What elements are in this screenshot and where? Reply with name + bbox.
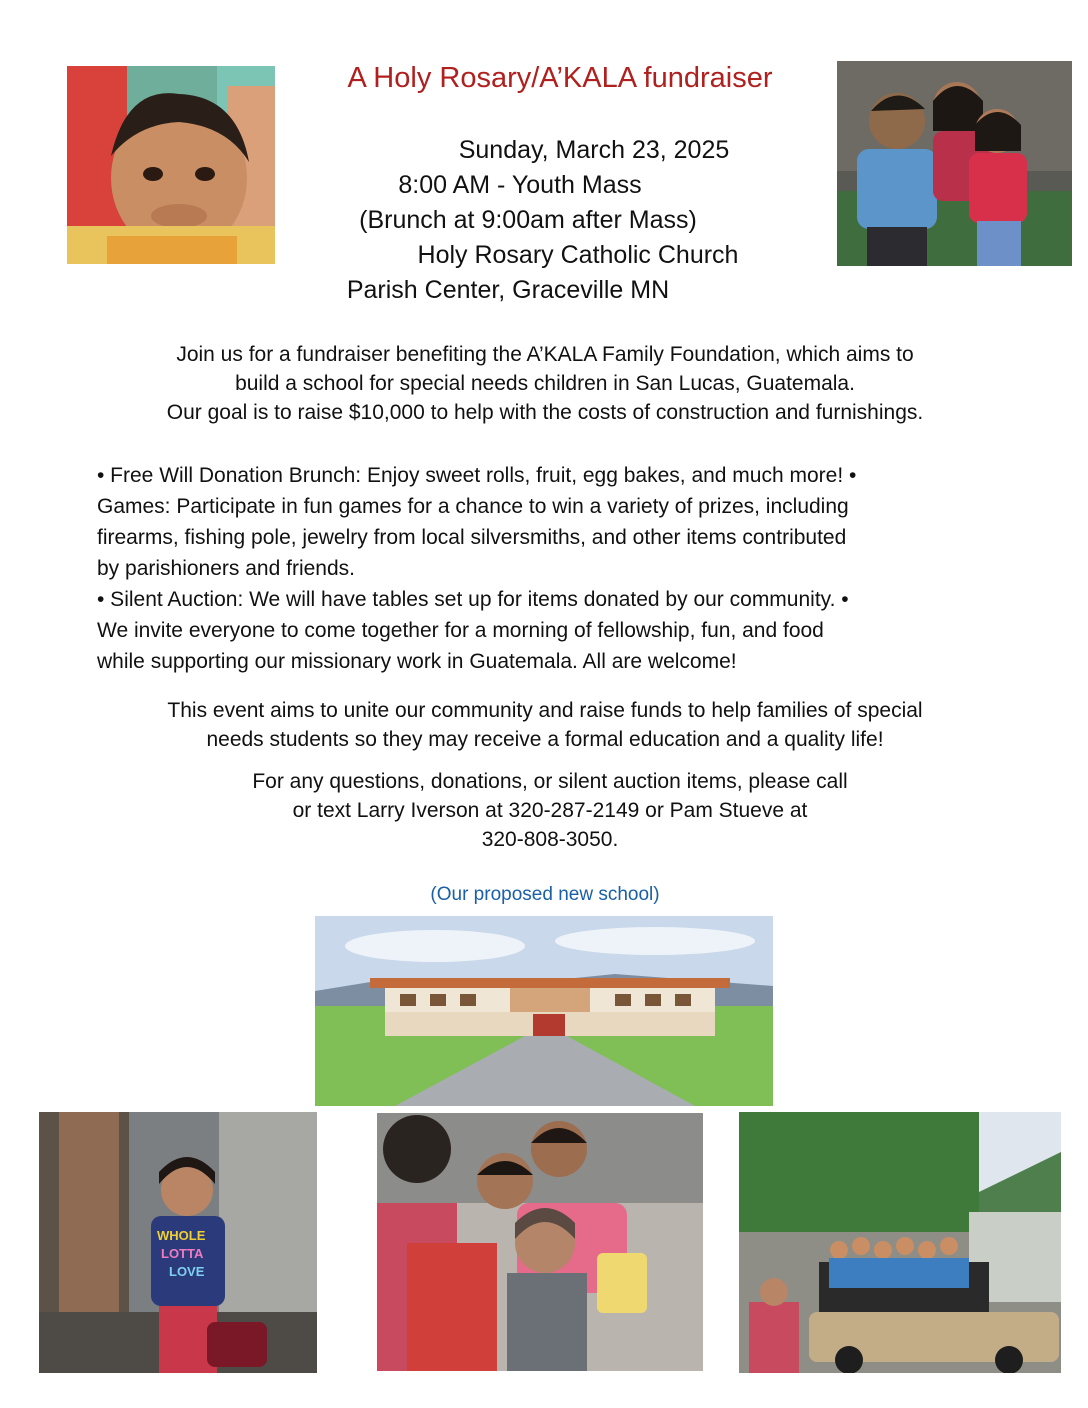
photo-girl — [39, 1112, 317, 1373]
mission-paragraph — [90, 696, 1000, 754]
contact-line: 320-808-3050. — [481, 828, 619, 851]
shirt-text-line: LOVE — [169, 1264, 205, 1279]
photo-children — [377, 1113, 703, 1371]
activity-line: • Free Will Donation Brunch: Enjoy sweet rolls, fruit, egg bakes, and much more! • — [97, 464, 857, 487]
mission-line: This event aims to unite our community and raise funds to help families of special — [167, 699, 923, 722]
school-caption: (Our proposed new school) — [430, 884, 660, 905]
activity-line: firearms, fishing pole, jewelry from local silversmiths, and other items contributed — [97, 526, 847, 549]
photo-family — [837, 61, 1072, 266]
activity-line: while supporting our missionary work in Guatemala. All are welcome! — [97, 650, 737, 673]
intro-line: Our goal is to raise $10,000 to help with the costs of construction and furnishings. — [166, 401, 924, 424]
page-title: A Holy Rosary/A’KALA fundraiser — [347, 62, 773, 94]
event-mass-time: 8:00 AM - Youth Mass — [398, 171, 642, 199]
shirt-text-line: LOTTA — [161, 1246, 204, 1261]
activity-line: • Silent Auction: We will have tables set up for items donated by our community. • — [97, 588, 849, 611]
activity-line: Games: Participate in fun games for a chance to win a variety of prizes, including — [97, 495, 849, 518]
intro-line: build a school for special needs children in San Lucas, Guatemala. — [235, 372, 855, 395]
activity-line: by parishioners and friends. — [97, 557, 355, 580]
intro-paragraph — [90, 340, 1000, 427]
event-brunch-time: (Brunch at 9:00am after Mass) — [359, 206, 697, 234]
photo-truck-children — [739, 1112, 1061, 1373]
photo-proposed-school — [315, 916, 773, 1106]
contact-line: For any questions, donations, or silent auction items, please call — [252, 770, 848, 793]
event-date: Sunday, March 23, 2025 — [458, 136, 730, 164]
event-church: Holy Rosary Catholic Church — [417, 241, 739, 269]
shirt-text-line: WHOLE — [157, 1228, 206, 1243]
activities-list — [97, 460, 997, 677]
mission-line: needs students so they may receive a formal education and a quality life! — [206, 728, 884, 751]
event-location: Parish Center, Graceville MN — [346, 276, 670, 304]
photo-toddler — [67, 66, 275, 264]
contact-line: or text Larry Iverson at 320-287-2149 or Pam Stueve at — [292, 799, 808, 822]
activity-line: We invite everyone to come together for a morning of fellowship, fun, and food — [97, 619, 824, 642]
intro-line: Join us for a fundraiser benefiting the A’KALA Family Foundation, which aims to — [176, 343, 914, 366]
contact-paragraph — [170, 767, 930, 854]
